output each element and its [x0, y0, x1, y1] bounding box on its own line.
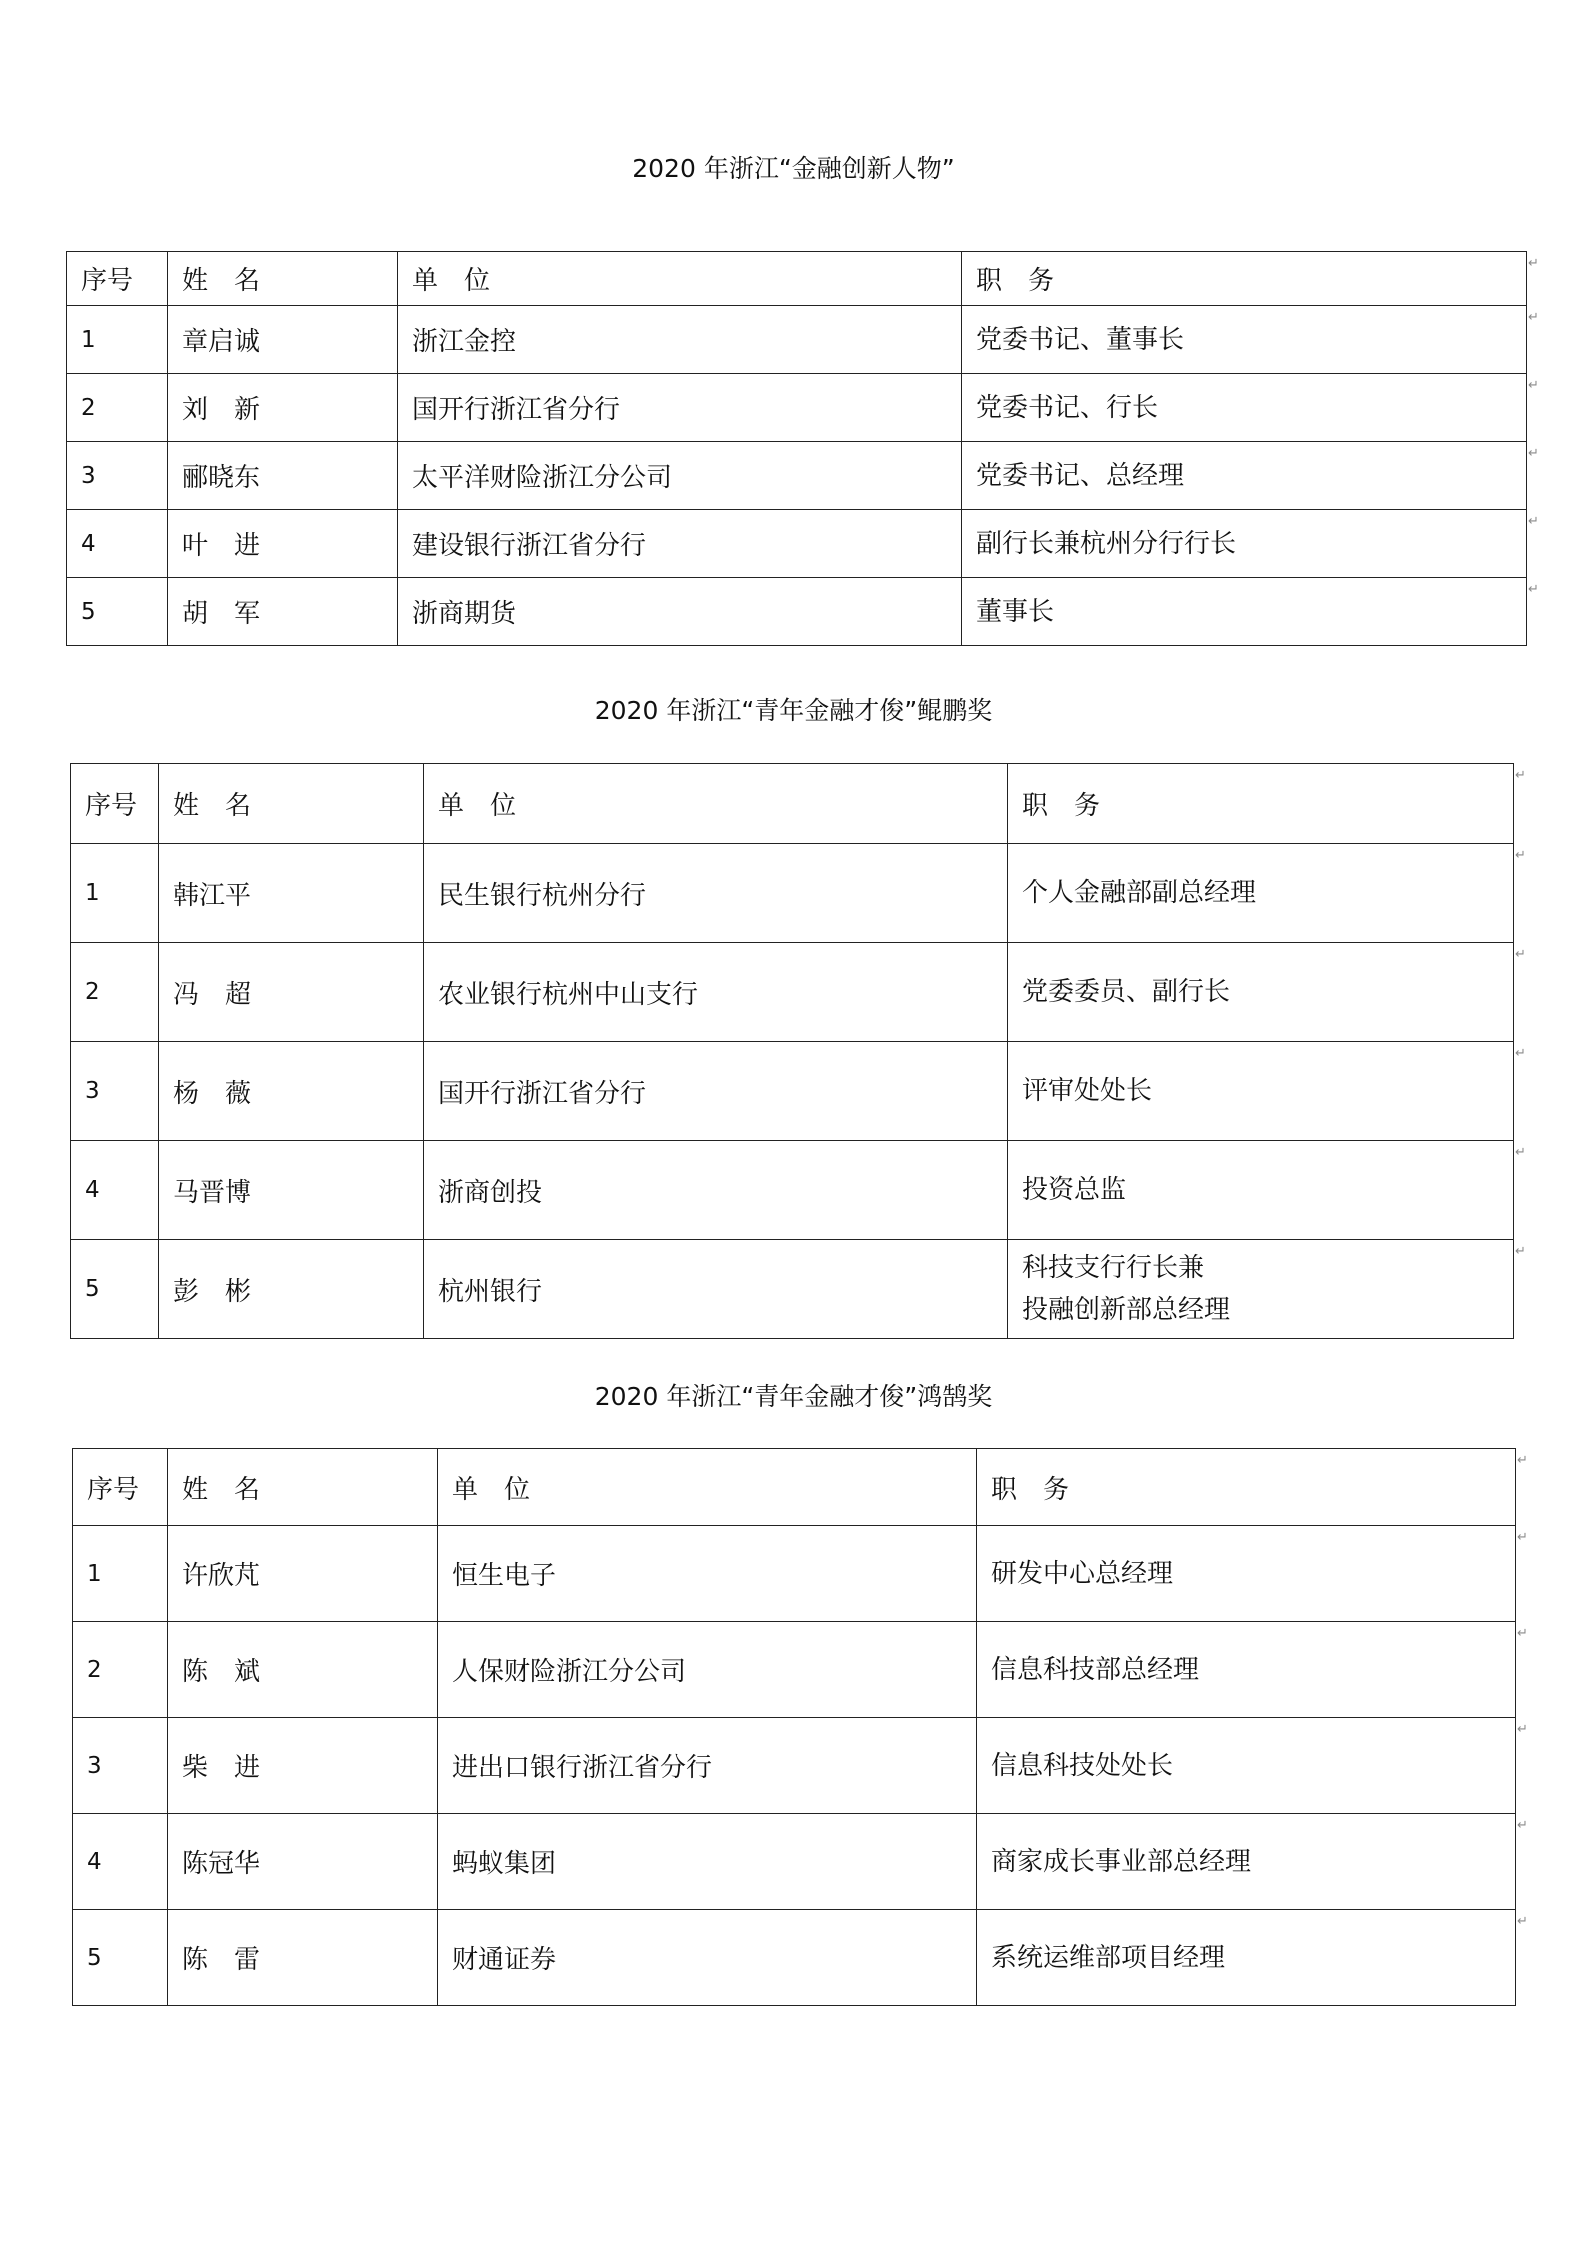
position-title-line: 党委书记、董事长 — [976, 324, 1185, 355]
paragraph-mark-icon: ↵ — [1515, 1145, 1526, 1160]
organization: 建设银行浙江省分行 — [398, 510, 962, 578]
header-no: 序号 — [73, 1449, 168, 1526]
person-name: 陈 雷 — [168, 1910, 438, 2006]
position-title — [1008, 1240, 1514, 1339]
table-row — [73, 1718, 1516, 1814]
organization: 太平洋财险浙江分公司 — [398, 442, 962, 510]
organization: 杭州银行 — [424, 1240, 1008, 1339]
person-name: 彭 彬 — [159, 1240, 424, 1339]
position-title — [977, 1814, 1516, 1910]
organization: 浙商期货 — [398, 578, 962, 646]
position-title — [1008, 844, 1514, 943]
organization: 财通证券 — [438, 1910, 977, 2006]
row-number: 2 — [67, 374, 168, 442]
position-title — [1008, 943, 1514, 1042]
paragraph-mark-icon: ↵ — [1528, 310, 1539, 325]
header-name: 姓 名 — [159, 764, 424, 844]
position-title — [962, 510, 1527, 578]
paragraph-mark-icon: ↵ — [1515, 848, 1526, 863]
header-title: 职 务 — [977, 1449, 1516, 1526]
table-row — [67, 374, 1527, 442]
paragraph-mark-icon: ↵ — [1528, 582, 1539, 597]
organization: 浙江金控 — [398, 306, 962, 374]
awardee-table — [72, 1448, 1516, 2006]
paragraph-mark-icon: ↵ — [1517, 1818, 1528, 1833]
organization: 恒生电子 — [438, 1526, 977, 1622]
position-title-line: 商家成长事业部总经理 — [991, 1846, 1252, 1877]
row-number: 5 — [73, 1910, 168, 2006]
table-row — [71, 1240, 1514, 1339]
row-number: 1 — [67, 306, 168, 374]
header-name: 姓 名 — [168, 1449, 438, 1526]
header-title: 职 务 — [1008, 764, 1514, 844]
row-number: 1 — [71, 844, 159, 943]
table-row — [71, 1042, 1514, 1141]
person-name: 陈 斌 — [168, 1622, 438, 1718]
table-row — [73, 1622, 1516, 1718]
person-name: 叶 进 — [168, 510, 398, 578]
person-name: 章启诚 — [168, 306, 398, 374]
position-title-line: 评审处处长 — [1022, 1076, 1153, 1106]
position-title-line: 党委书记、行长 — [976, 392, 1159, 423]
row-number: 4 — [73, 1814, 168, 1910]
table-row — [71, 943, 1514, 1042]
paragraph-mark-icon: ↵ — [1528, 514, 1539, 529]
position-title-line: 个人金融部副总经理 — [1022, 878, 1257, 908]
table-row — [71, 844, 1514, 943]
paragraph-mark-icon: ↵ — [1517, 1722, 1528, 1737]
paragraph-mark-icon: ↵ — [1517, 1914, 1528, 1929]
organization: 农业银行杭州中山支行 — [424, 943, 1008, 1042]
person-name: 郦晓东 — [168, 442, 398, 510]
row-number: 4 — [71, 1141, 159, 1240]
paragraph-mark-icon: ↵ — [1528, 256, 1539, 271]
header-row — [73, 1449, 1516, 1526]
row-number: 5 — [71, 1240, 159, 1339]
header-unit: 单 位 — [438, 1449, 977, 1526]
table-row — [71, 1141, 1514, 1240]
organization: 国开行浙江省分行 — [424, 1042, 1008, 1141]
organization: 蚂蚁集团 — [438, 1814, 977, 1910]
position-title — [1008, 1042, 1514, 1141]
paragraph-mark-icon: ↵ — [1517, 1530, 1528, 1545]
position-title — [977, 1526, 1516, 1622]
header-no: 序号 — [67, 252, 168, 306]
table-row — [67, 306, 1527, 374]
position-title-line: 副行长兼杭州分行行长 — [976, 528, 1237, 559]
section-title: 2020 年浙江“金融创新人物” — [632, 154, 955, 183]
position-title-line: 科技支行行长兼 — [1022, 1253, 1205, 1283]
person-name: 柴 进 — [168, 1718, 438, 1814]
position-title-line: 董事长 — [976, 596, 1055, 627]
person-name: 杨 薇 — [159, 1042, 424, 1141]
paragraph-mark-icon: ↵ — [1515, 947, 1526, 962]
paragraph-mark-icon: ↵ — [1515, 768, 1526, 783]
table-row — [73, 1910, 1516, 2006]
table-row — [73, 1526, 1516, 1622]
organization: 国开行浙江省分行 — [398, 374, 962, 442]
row-number: 2 — [71, 943, 159, 1042]
position-title-line: 研发中心总经理 — [991, 1558, 1174, 1589]
paragraph-mark-icon: ↵ — [1528, 446, 1539, 461]
person-name: 冯 超 — [159, 943, 424, 1042]
awardee-table — [66, 251, 1527, 646]
position-title-line: 投资总监 — [1022, 1175, 1127, 1205]
header-row — [67, 252, 1527, 306]
table-row — [67, 578, 1527, 646]
row-number: 5 — [67, 578, 168, 646]
organization: 人保财险浙江分公司 — [438, 1622, 977, 1718]
row-number: 3 — [73, 1718, 168, 1814]
row-number: 3 — [67, 442, 168, 510]
position-title — [962, 374, 1527, 442]
position-title-line: 系统运维部项目经理 — [991, 1942, 1226, 1973]
awardee-table — [70, 763, 1514, 1339]
position-title-line: 党委委员、副行长 — [1022, 977, 1231, 1007]
person-name: 胡 军 — [168, 578, 398, 646]
paragraph-mark-icon: ↵ — [1517, 1626, 1528, 1641]
section-title: 2020 年浙江“青年金融才俊”鲲鹏奖 — [594, 696, 993, 725]
position-title-line: 投融创新部总经理 — [1022, 1295, 1231, 1325]
row-number: 2 — [73, 1622, 168, 1718]
header-row — [71, 764, 1514, 844]
header-title: 职 务 — [962, 252, 1527, 306]
person-name: 马晋博 — [159, 1141, 424, 1240]
table-row — [67, 442, 1527, 510]
paragraph-mark-icon: ↵ — [1515, 1046, 1526, 1061]
person-name: 刘 新 — [168, 374, 398, 442]
position-title — [962, 306, 1527, 374]
header-unit: 单 位 — [398, 252, 962, 306]
position-title — [977, 1718, 1516, 1814]
person-name: 许欣芃 — [168, 1526, 438, 1622]
table-row — [73, 1814, 1516, 1910]
position-title-line: 信息科技部总经理 — [991, 1654, 1200, 1685]
organization: 民生银行杭州分行 — [424, 844, 1008, 943]
header-name: 姓 名 — [168, 252, 398, 306]
position-title-line: 信息科技处处长 — [991, 1750, 1174, 1781]
table-row — [67, 510, 1527, 578]
row-number: 1 — [73, 1526, 168, 1622]
position-title — [977, 1910, 1516, 2006]
section-title: 2020 年浙江“青年金融才俊”鸿鹄奖 — [594, 1382, 993, 1411]
person-name: 陈冠华 — [168, 1814, 438, 1910]
position-title — [962, 578, 1527, 646]
organization: 浙商创投 — [424, 1141, 1008, 1240]
header-unit: 单 位 — [424, 764, 1008, 844]
position-title — [962, 442, 1527, 510]
paragraph-mark-icon: ↵ — [1528, 378, 1539, 393]
position-title-line: 党委书记、总经理 — [976, 460, 1185, 491]
paragraph-mark-icon: ↵ — [1517, 1453, 1528, 1468]
position-title — [1008, 1141, 1514, 1240]
row-number: 4 — [67, 510, 168, 578]
header-no: 序号 — [71, 764, 159, 844]
position-title — [977, 1622, 1516, 1718]
paragraph-mark-icon: ↵ — [1515, 1244, 1526, 1259]
person-name: 韩江平 — [159, 844, 424, 943]
row-number: 3 — [71, 1042, 159, 1141]
organization: 进出口银行浙江省分行 — [438, 1718, 977, 1814]
